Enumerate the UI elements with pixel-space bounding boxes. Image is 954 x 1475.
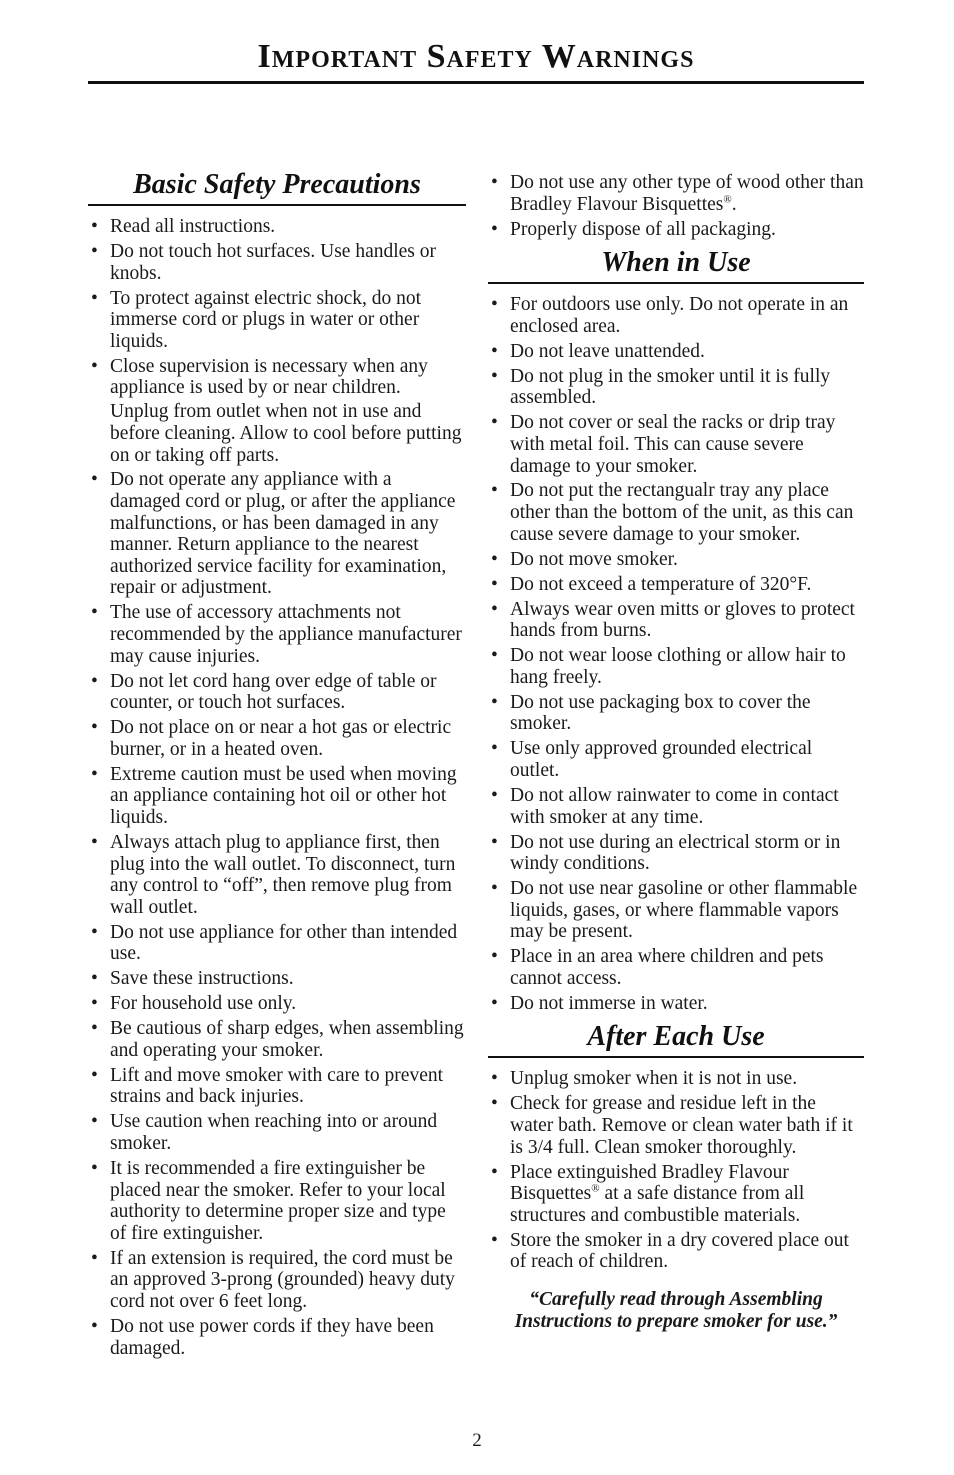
list-item: • Do not put the rectangualr tray any place other than the bottom of the unit, as this can cause severe damage to your smoker. [488,480,864,545]
list-item: • The use of accessory attachments not recommended by the appliance manufacturer may cause injuries. [88,602,466,667]
list-item: • Do not wear loose clothing or allow hair to hang freely. [488,645,864,688]
list-item: • Properly dispose of all packaging. [488,219,864,241]
list-item [488,172,864,215]
list-item: • Do not plug in the smoker until it is fully assembled. [488,366,864,409]
list-item: • Lift and move smoker with care to prevent strains and back injuries. [88,1065,466,1108]
list-item: • Do not let cord hang over edge of table or counter, or touch hot surfaces. [88,671,466,714]
list-item: • Place in an area where children and pets cannot access. [488,946,864,989]
when-in-use-heading: When in Use [488,246,864,284]
list-item: • Do not operate any appliance with a damaged cord or plug, or after the appliance malfunctions, or has been damaged in any manner. Return appliance to the nearest authorized service facility for examination, repair or adjustment. [88,469,466,599]
list-item: • Store the smoker in a dry covered place out of reach of children. [488,1230,864,1273]
list-item: • Do not use during an electrical storm or in windy conditions. [488,832,864,875]
list-item-text: Do not use any other type of wood other than Bradley Flavour Bisquettes [510,172,864,215]
list-item: • For outdoors use only. Do not operate in an enclosed area. [488,294,864,337]
list-item: • Read all instructions. [88,216,466,238]
right-column [488,172,864,1333]
registered-mark: ® [723,193,732,206]
list-item: • Use only approved grounded electrical outlet. [488,738,864,781]
list-item [488,1162,864,1227]
page-number: 2 [472,1430,482,1451]
list-item: • Check for grease and residue left in the water bath. Remove or clean water bath if it is 3/4 full. Clean smoker thoroughly. [488,1093,864,1158]
list-item: • For household use only. [88,993,466,1015]
list-item-continuation: Unplug from outlet when not in use and before cleaning. Allow to cool before putting on or taking off parts. [110,401,462,466]
general-list [488,172,864,240]
page-title: Important Safety Warnings [257,38,695,75]
basic-safety-list-cont [88,469,466,1359]
assembly-note: “Carefully read through Assembling Instructions to prepare smoker for use.” [514,1288,838,1332]
list-item: • Do not immerse in water. [488,993,864,1015]
title-divider [88,81,864,84]
list-item: • It is recommended a fire extinguisher be placed near the smoker. Refer to your local authority to determine proper size and type of fire extinguisher. [88,1158,466,1244]
list-item: • Do not exceed a temperature of 320°F. [488,574,864,596]
list-item: • Do not use power cords if they have been damaged. [88,1316,466,1359]
after-each-use-list [488,1068,864,1273]
list-item: • Do not leave unattended. [488,341,864,363]
list-item: • To protect against electric shock, do not immerse cord or plugs in water or other liquids. [88,288,466,353]
list-item: • If an extension is required, the cord must be an approved 3-prong (grounded) heavy duty cord not over 6 feet long. [88,1248,466,1313]
list-item: • Do not use packaging box to cover the smoker. [488,692,864,735]
after-each-use-heading: After Each Use [488,1020,864,1058]
left-column [88,168,466,1363]
list-item-text: Place extinguished Bradley Flavour Bisquettes [510,1161,789,1205]
list-item-end: . [731,193,737,215]
list-item: • Always wear oven mitts or gloves to protect hands from burns. [488,599,864,642]
basic-safety-list [88,216,466,399]
registered-mark: ® [591,1182,600,1195]
list-item: • Close supervision is necessary when any appliance is used by or near children. [88,356,466,399]
list-item: • Unplug smoker when it is not in use. [488,1068,864,1090]
list-item: • Be cautious of sharp edges, when assembling and operating your smoker. [88,1018,466,1061]
list-item: • Do not allow rainwater to come in contact with smoker at any time. [488,785,864,828]
list-item: • Always attach plug to appliance first, then plug into the wall outlet. To disconnect, turn any control to “off”, then remove plug from wall outlet. [88,832,466,918]
list-item: • Extreme caution must be used when moving an appliance containing hot oil or other hot liquids. [88,764,466,829]
list-item-end: at a safe distance from all structures and combustible materials. [510,1183,805,1226]
list-item: • Do not touch hot surfaces. Use handles or knobs. [88,241,466,284]
list-item: • Do not cover or seal the racks or drip tray with metal foil. This can cause severe damage to your smoker. [488,412,864,477]
list-item: • Use caution when reaching into or around smoker. [88,1111,466,1154]
when-in-use-list [488,294,864,1014]
list-item: • Do not move smoker. [488,549,864,571]
list-item: • Do not use near gasoline or other flammable liquids, gases, or where flammable vapors may be present. [488,878,864,943]
list-item: • Do not use appliance for other than intended use. [88,922,466,965]
list-item: • Save these instructions. [88,968,466,990]
basic-safety-heading: Basic Safety Precautions [88,168,466,206]
list-item: • Do not place on or near a hot gas or electric burner, or in a heated oven. [88,717,466,760]
